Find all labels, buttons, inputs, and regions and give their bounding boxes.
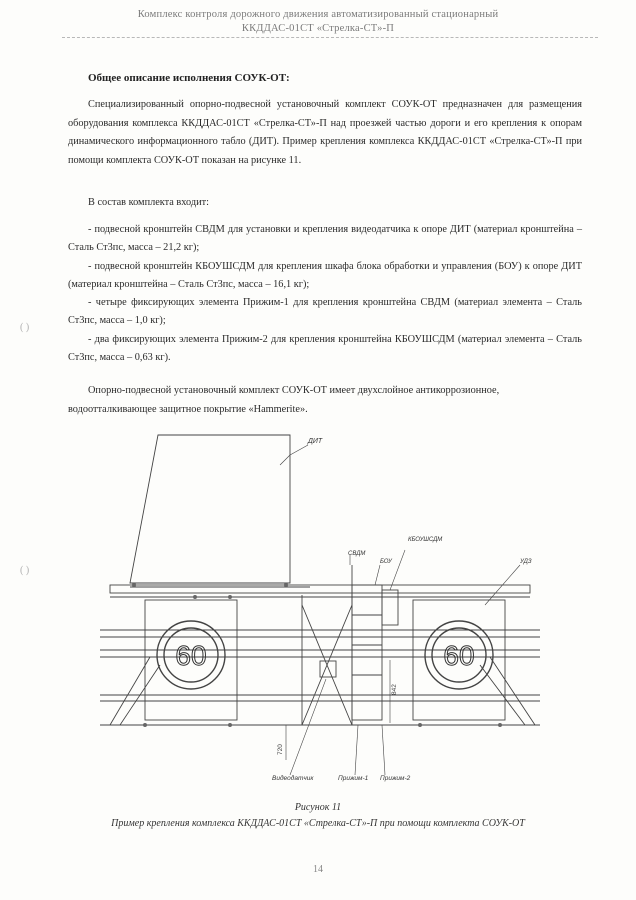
figure-caption-text: Пример крепления комплекса ККДДАС-01СТ «Стрелка-СТ»-П при помощи комплекта СОУК-ОТ xyxy=(111,818,525,829)
dimension-label: 842 xyxy=(391,684,398,695)
header-line-1: Комплекс контроля дорожного движения автоматизированный стационарный xyxy=(137,9,499,20)
paragraph-description: Специализированный опорно-подвесной установочный комплект СОУК-ОТ предназначен для размещения оборудования комплекса ККДДАС-01СТ «Стрелка-СТ»-П над проезжей частью дороги и его крепления к опорам динамического информационного табло (ДИТ). Пример крепления комплекса ККДДАС-01СТ «Стрелка-СТ»-П при помощи комплекта СОУК-ОТ показан на рисунке 11. xyxy=(68,99,582,166)
label-udz: УДЗ xyxy=(520,559,532,565)
svdm-bracket xyxy=(352,585,382,720)
right-sign-value: 60 xyxy=(443,640,475,671)
header-line-2: ККДДАС-01СТ «Стрелка-СТ»-П xyxy=(241,23,395,34)
label-dit: ДИТ xyxy=(308,438,323,445)
figure-drawing xyxy=(90,425,560,795)
list-item: - два фиксирующих элемента Прижим-2 для крепления кронштейна КБОУШСДМ (материал элемента – Сталь Ст3пс, масса – 0,63 кг). xyxy=(68,333,582,364)
page-header xyxy=(0,8,636,36)
list-item: - подвесной кронштейн КБОУШСДМ для крепления шкафа блока обработки и управления (БОУ) к опоре ДИТ (материал кронштейна – Сталь Ст3пс, масса – 16,1 кг); xyxy=(68,260,582,290)
label-kbou: КБОУШСДМ xyxy=(408,537,443,543)
label-videodatchik: Видеодатчик xyxy=(272,775,314,782)
paragraph-coating: Опорно-подвесной установочный комплект СОУК-ОТ имеет двухслойное антикоррозионное, водоотталкивающее защитное покрытие «Hammerite». xyxy=(68,385,500,415)
top-beam xyxy=(110,585,530,593)
left-sign-value: 60 xyxy=(175,640,207,671)
dimension-label: 720 xyxy=(277,744,284,755)
punch-hole-mark: ( ) xyxy=(20,565,30,576)
dit-panel xyxy=(130,435,290,583)
list-item: - подвесной кронштейн СВДМ для установки и крепления видеодатчика к опоре ДИТ (материал кронштейна – Сталь Ст3пс, масса – 21,2 кг); xyxy=(68,224,582,254)
page-number: 14 xyxy=(313,864,323,875)
paragraph-kit-contents: В состав комплекта входит: xyxy=(88,197,210,208)
label-prizhim1: Прижим-1 xyxy=(338,775,369,782)
label-svdm: СВДМ xyxy=(348,551,366,557)
bou-cabinet xyxy=(382,590,398,625)
figure-caption-title: Рисунок 11 xyxy=(294,802,342,813)
kit-items-list xyxy=(68,221,582,367)
header-divider xyxy=(62,37,598,38)
punch-hole-mark: ( ) xyxy=(20,322,30,333)
section-title: Общее описание исполнения СОУК-ОТ: xyxy=(88,72,290,84)
label-prizhim2: Прижим-2 xyxy=(380,775,411,782)
list-item: - четыре фиксирующих элемента Прижим-1 для крепления кронштейна СВДМ (материал элемента – Сталь Ст3пс, масса – 1,0 кг); xyxy=(68,297,582,327)
label-bou: БОУ xyxy=(380,559,392,565)
